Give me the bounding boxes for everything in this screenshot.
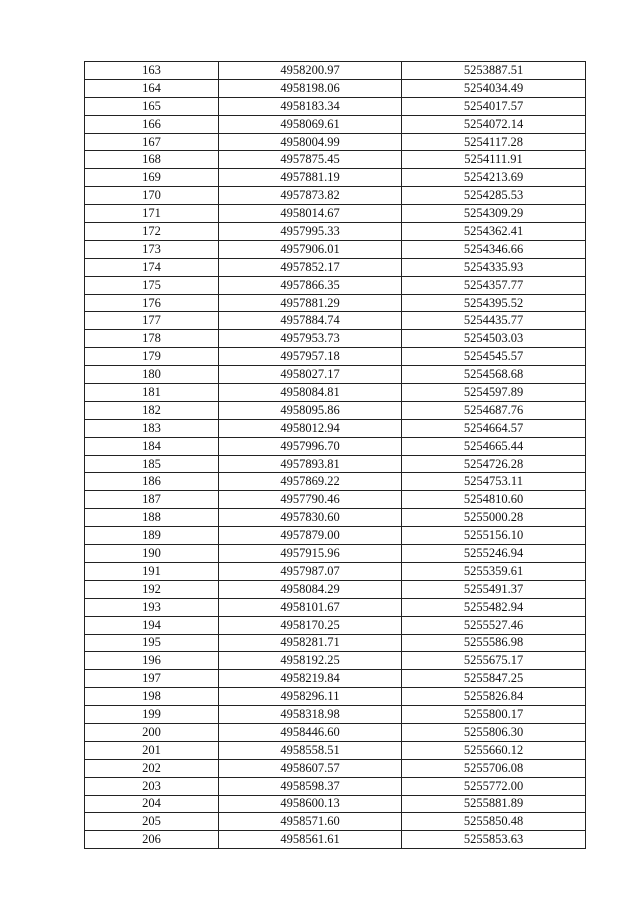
y-coordinate-cell: 5254017.57 (402, 97, 586, 115)
point-number-cell: 174 (85, 258, 219, 276)
y-coordinate-cell: 5255772.00 (402, 777, 586, 795)
y-coordinate-cell: 5254568.68 (402, 366, 586, 384)
point-number-cell: 184 (85, 437, 219, 455)
table-row (85, 366, 586, 384)
point-number-cell: 200 (85, 723, 219, 741)
table-row (85, 670, 586, 688)
table-row (85, 616, 586, 634)
point-number-cell: 177 (85, 312, 219, 330)
table-row (85, 151, 586, 169)
point-number-cell: 182 (85, 401, 219, 419)
x-coordinate-cell: 4957995.33 (219, 223, 402, 241)
y-coordinate-cell: 5255806.30 (402, 723, 586, 741)
point-number-cell: 179 (85, 348, 219, 366)
x-coordinate-cell: 4957996.70 (219, 437, 402, 455)
point-number-cell: 206 (85, 831, 219, 849)
point-number-cell: 175 (85, 276, 219, 294)
point-number-cell: 196 (85, 652, 219, 670)
x-coordinate-cell: 4958014.67 (219, 205, 402, 223)
point-number-cell: 198 (85, 688, 219, 706)
y-coordinate-cell: 5255246.94 (402, 545, 586, 563)
x-coordinate-cell: 4958446.60 (219, 723, 402, 741)
y-coordinate-cell: 5254111.91 (402, 151, 586, 169)
point-number-cell: 171 (85, 205, 219, 223)
table-row (85, 419, 586, 437)
point-number-cell: 170 (85, 187, 219, 205)
coordinates-table (84, 61, 586, 849)
y-coordinate-cell: 5255826.84 (402, 688, 586, 706)
y-coordinate-cell: 5254357.77 (402, 276, 586, 294)
x-coordinate-cell: 4957957.18 (219, 348, 402, 366)
point-number-cell: 189 (85, 527, 219, 545)
x-coordinate-cell: 4958318.98 (219, 706, 402, 724)
x-coordinate-cell: 4957866.35 (219, 276, 402, 294)
table-row (85, 813, 586, 831)
table-row (85, 777, 586, 795)
x-coordinate-cell: 4957906.01 (219, 240, 402, 258)
table-row (85, 706, 586, 724)
x-coordinate-cell: 4958004.99 (219, 133, 402, 151)
table-row (85, 401, 586, 419)
x-coordinate-cell: 4958101.67 (219, 598, 402, 616)
table-row (85, 509, 586, 527)
x-coordinate-cell: 4958084.81 (219, 384, 402, 402)
table-row (85, 491, 586, 509)
point-number-cell: 181 (85, 384, 219, 402)
y-coordinate-cell: 5255586.98 (402, 634, 586, 652)
table-row (85, 312, 586, 330)
y-coordinate-cell: 5254753.11 (402, 473, 586, 491)
table-row (85, 580, 586, 598)
x-coordinate-cell: 4958084.29 (219, 580, 402, 598)
point-number-cell: 188 (85, 509, 219, 527)
x-coordinate-cell: 4957869.22 (219, 473, 402, 491)
point-number-cell: 183 (85, 419, 219, 437)
point-number-cell: 176 (85, 294, 219, 312)
y-coordinate-cell: 5253887.51 (402, 62, 586, 80)
x-coordinate-cell: 4957915.96 (219, 545, 402, 563)
x-coordinate-cell: 4958296.11 (219, 688, 402, 706)
table-row (85, 187, 586, 205)
y-coordinate-cell: 5254597.89 (402, 384, 586, 402)
point-number-cell: 164 (85, 79, 219, 97)
y-coordinate-cell: 5255156.10 (402, 527, 586, 545)
x-coordinate-cell: 4958561.61 (219, 831, 402, 849)
table-row (85, 795, 586, 813)
point-number-cell: 205 (85, 813, 219, 831)
y-coordinate-cell: 5254687.76 (402, 401, 586, 419)
y-coordinate-cell: 5254213.69 (402, 169, 586, 187)
table-row (85, 258, 586, 276)
y-coordinate-cell: 5254362.41 (402, 223, 586, 241)
y-coordinate-cell: 5254395.52 (402, 294, 586, 312)
point-number-cell: 204 (85, 795, 219, 813)
y-coordinate-cell: 5255000.28 (402, 509, 586, 527)
point-number-cell: 197 (85, 670, 219, 688)
y-coordinate-cell: 5254072.14 (402, 115, 586, 133)
x-coordinate-cell: 4958219.84 (219, 670, 402, 688)
x-coordinate-cell: 4958069.61 (219, 115, 402, 133)
point-number-cell: 201 (85, 741, 219, 759)
table-row (85, 831, 586, 849)
table-row (85, 455, 586, 473)
table-row (85, 294, 586, 312)
y-coordinate-cell: 5255847.25 (402, 670, 586, 688)
table-row (85, 133, 586, 151)
point-number-cell: 195 (85, 634, 219, 652)
y-coordinate-cell: 5254346.66 (402, 240, 586, 258)
point-number-cell: 168 (85, 151, 219, 169)
y-coordinate-cell: 5255853.63 (402, 831, 586, 849)
x-coordinate-cell: 4958571.60 (219, 813, 402, 831)
table-row (85, 545, 586, 563)
y-coordinate-cell: 5254726.28 (402, 455, 586, 473)
point-number-cell: 194 (85, 616, 219, 634)
point-number-cell: 187 (85, 491, 219, 509)
table-row (85, 348, 586, 366)
point-number-cell: 180 (85, 366, 219, 384)
y-coordinate-cell: 5254285.53 (402, 187, 586, 205)
point-number-cell: 191 (85, 562, 219, 580)
y-coordinate-cell: 5255675.17 (402, 652, 586, 670)
y-coordinate-cell: 5255850.48 (402, 813, 586, 831)
table-row (85, 169, 586, 187)
x-coordinate-cell: 4957881.19 (219, 169, 402, 187)
table-row (85, 437, 586, 455)
x-coordinate-cell: 4958170.25 (219, 616, 402, 634)
table-row (85, 115, 586, 133)
table-row (85, 598, 586, 616)
y-coordinate-cell: 5254117.28 (402, 133, 586, 151)
y-coordinate-cell: 5255881.89 (402, 795, 586, 813)
x-coordinate-cell: 4958012.94 (219, 419, 402, 437)
x-coordinate-cell: 4957879.00 (219, 527, 402, 545)
table-row (85, 97, 586, 115)
y-coordinate-cell: 5254503.03 (402, 330, 586, 348)
table-row (85, 759, 586, 777)
point-number-cell: 178 (85, 330, 219, 348)
point-number-cell: 185 (85, 455, 219, 473)
table-row (85, 384, 586, 402)
table-row (85, 723, 586, 741)
x-coordinate-cell: 4957884.74 (219, 312, 402, 330)
table-row (85, 205, 586, 223)
x-coordinate-cell: 4958192.25 (219, 652, 402, 670)
point-number-cell: 199 (85, 706, 219, 724)
y-coordinate-cell: 5255527.46 (402, 616, 586, 634)
table-row (85, 562, 586, 580)
point-number-cell: 166 (85, 115, 219, 133)
y-coordinate-cell: 5255800.17 (402, 706, 586, 724)
x-coordinate-cell: 4958607.57 (219, 759, 402, 777)
x-coordinate-cell: 4957873.82 (219, 187, 402, 205)
y-coordinate-cell: 5255482.94 (402, 598, 586, 616)
y-coordinate-cell: 5254309.29 (402, 205, 586, 223)
x-coordinate-cell: 4958198.06 (219, 79, 402, 97)
y-coordinate-cell: 5254435.77 (402, 312, 586, 330)
point-number-cell: 169 (85, 169, 219, 187)
table-row (85, 634, 586, 652)
x-coordinate-cell: 4958027.17 (219, 366, 402, 384)
point-number-cell: 193 (85, 598, 219, 616)
x-coordinate-cell: 4957953.73 (219, 330, 402, 348)
y-coordinate-cell: 5254810.60 (402, 491, 586, 509)
x-coordinate-cell: 4957875.45 (219, 151, 402, 169)
table-row (85, 688, 586, 706)
point-number-cell: 186 (85, 473, 219, 491)
point-number-cell: 192 (85, 580, 219, 598)
x-coordinate-cell: 4957893.81 (219, 455, 402, 473)
y-coordinate-cell: 5254335.93 (402, 258, 586, 276)
x-coordinate-cell: 4958200.97 (219, 62, 402, 80)
point-number-cell: 167 (85, 133, 219, 151)
table-row (85, 741, 586, 759)
x-coordinate-cell: 4958600.13 (219, 795, 402, 813)
table-row (85, 223, 586, 241)
table-row (85, 276, 586, 294)
x-coordinate-cell: 4957830.60 (219, 509, 402, 527)
y-coordinate-cell: 5255359.61 (402, 562, 586, 580)
point-number-cell: 165 (85, 97, 219, 115)
y-coordinate-cell: 5254664.57 (402, 419, 586, 437)
y-coordinate-cell: 5255660.12 (402, 741, 586, 759)
point-number-cell: 173 (85, 240, 219, 258)
x-coordinate-cell: 4957852.17 (219, 258, 402, 276)
x-coordinate-cell: 4957790.46 (219, 491, 402, 509)
point-number-cell: 203 (85, 777, 219, 795)
x-coordinate-cell: 4958183.34 (219, 97, 402, 115)
x-coordinate-cell: 4957987.07 (219, 562, 402, 580)
point-number-cell: 172 (85, 223, 219, 241)
table-row (85, 652, 586, 670)
point-number-cell: 163 (85, 62, 219, 80)
table-row (85, 62, 586, 80)
table-row (85, 527, 586, 545)
y-coordinate-cell: 5254034.49 (402, 79, 586, 97)
y-coordinate-cell: 5254545.57 (402, 348, 586, 366)
table-row (85, 473, 586, 491)
coordinates-table-body (85, 62, 586, 849)
table-row (85, 240, 586, 258)
x-coordinate-cell: 4958558.51 (219, 741, 402, 759)
x-coordinate-cell: 4958281.71 (219, 634, 402, 652)
y-coordinate-cell: 5255491.37 (402, 580, 586, 598)
table-row (85, 79, 586, 97)
table-row (85, 330, 586, 348)
point-number-cell: 202 (85, 759, 219, 777)
x-coordinate-cell: 4958095.86 (219, 401, 402, 419)
point-number-cell: 190 (85, 545, 219, 563)
y-coordinate-cell: 5254665.44 (402, 437, 586, 455)
x-coordinate-cell: 4957881.29 (219, 294, 402, 312)
y-coordinate-cell: 5255706.08 (402, 759, 586, 777)
x-coordinate-cell: 4958598.37 (219, 777, 402, 795)
